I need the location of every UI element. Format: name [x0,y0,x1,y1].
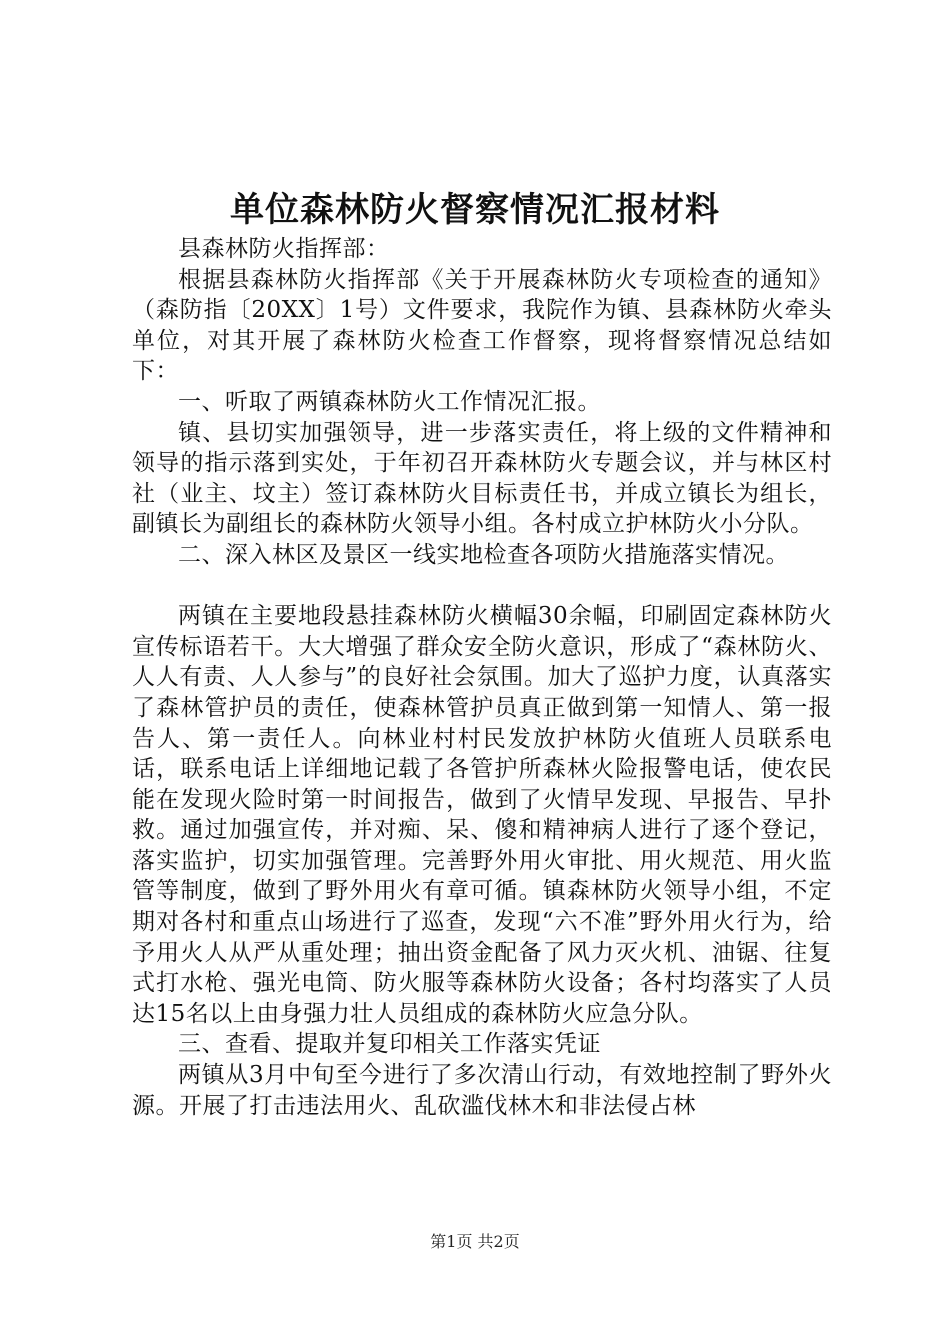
document-body [132,234,832,1121]
page-footer: 第1页 共2页 [430,1232,520,1251]
intro-paragraph: 根据县森林防火指挥部《关于开展森林防火专项检查的通知》（森防指〔20XX〕1号）文件要求，我院作为镇、县森林防火牵头单位，对其开展了森林防火检查工作督察，现将督察情况总结如下： [132,266,832,385]
document-title: 单位森林防火督察情况汇报材料 [230,190,720,230]
section-heading-1: 一、听取了两镇森林防火工作情况汇报。 [178,388,601,415]
section-heading-2: 二、深入林区及景区一线实地检查各项防火措施落实情况。 [178,541,789,568]
section-heading-3: 三、查看、提取并复印相关工作落实凭证 [178,1031,601,1058]
paragraph-gap [132,571,832,602]
salutation: 县森林防火指挥部： [178,236,390,262]
section-2-paragraph: 两镇在主要地段悬挂森林防火横幅30余幅，印刷固定森林防火宣传标语若干。大大增强了群众安全防火意识，形成了“森林防火、人人有责、人人参与”的良好社会氛围。加大了巡护力度，认真落实了森林管护员的责任，使森林管护员真正做到第一知情人、第一报告人、第一责任人。向林业村村民发放护林防火值班人员联系电话，联系电话上详细地记载了各管护所森林火险报警电话，使农民能在发现火险时第一时间报告，做到了火情早发现、早报告、早扑救。通过加强宣传，并对痴、呆、傻和精神病人进行了逐个登记，落实监护，切实加强管理。完善野外用火审批、用火规范、用火监管等制度，做到了野外用火有章可循。镇森林防火领导小组，不定期对各村和重点山场进行了巡查，发现“六不准”野外用火行为，给予用火人从严从重处理；抽出资金配备了风力灭火机、油锯、往复式打水枪、强光电筒、防火服等森林防火设备；各村均落实了人员达15名以上由身强力壮人员组成的森林防火应急分队。 [132,603,832,1027]
section-1-paragraph: 镇、县切实加强领导，进一步落实责任，将上级的文件精神和领导的指示落到实处，于年初召开森林防火专题会议，并与林区村社（业主、坟主）签订森林防火目标责任书，并成立镇长为组长，副镇长为副组长的森林防火领导小组。各村成立护林防火小分队。 [132,419,832,538]
section-3-paragraph: 两镇从3月中旬至今进行了多次清山行动，有效地控制了野外火源。开展了打击违法用火、乱砍滥伐林木和非法侵占林 [132,1062,832,1119]
